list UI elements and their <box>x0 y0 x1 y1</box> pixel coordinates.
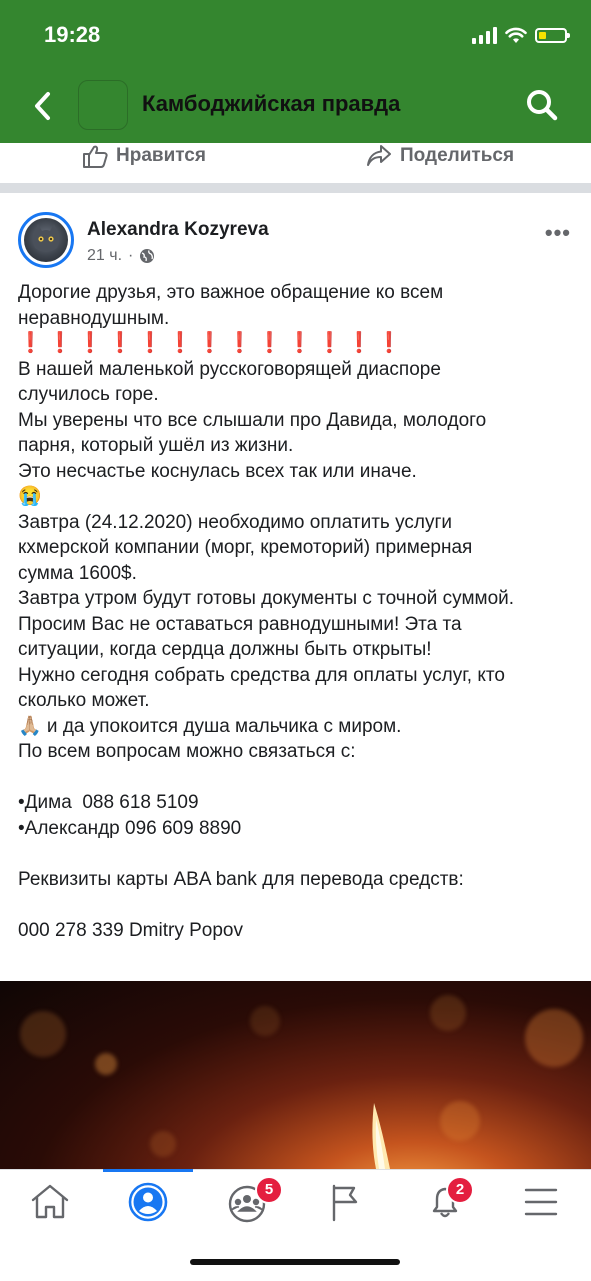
tab-home[interactable] <box>20 1180 80 1224</box>
meta-separator: · <box>128 247 134 264</box>
contact-line[interactable]: •Дима 088 618 5109 <box>18 792 199 813</box>
post-options-button[interactable]: ••• <box>544 220 571 245</box>
share-button[interactable] <box>366 143 514 169</box>
candle-flame-icon <box>360 1099 400 1169</box>
post-time[interactable]: 21 ч. <box>87 247 123 264</box>
tab-profile[interactable] <box>118 1180 178 1224</box>
post-paragraph: 🙏🏼 и да упокоится душа мальчика с миром. <box>18 715 402 737</box>
post-paragraph: Дорогие друзья, это важное обращение ко всем неравнодушным. <box>18 282 444 329</box>
status-time: 19:28 <box>44 22 101 47</box>
post-body <box>18 280 578 943</box>
cellular-signal-icon <box>472 26 497 44</box>
wifi-icon <box>505 27 527 44</box>
tab-pages[interactable] <box>316 1180 376 1224</box>
status-icons <box>472 24 567 46</box>
app-header <box>0 0 591 143</box>
active-tab-indicator <box>103 1169 193 1172</box>
home-indicator[interactable] <box>190 1259 400 1265</box>
tab-groups[interactable] <box>217 1180 277 1224</box>
crying-emoji: 😭 <box>18 486 42 507</box>
post-paragraph: По всем вопросам можно связаться с: <box>18 741 356 762</box>
post-paragraph: Мы уверены что все слышали про Давида, молодого парня, который ушёл из жизни. <box>18 409 487 456</box>
group-avatar[interactable] <box>78 80 128 130</box>
feed-separator <box>0 183 591 193</box>
like-label: Нравится <box>116 145 206 166</box>
post-paragraph: Это несчастье коснулась всех так или иначе. <box>18 460 417 482</box>
post-paragraph: В нашей маленькой русскоговорящей диаспоре случилось горе. <box>18 358 441 405</box>
post-author-name[interactable]: Alexandra Kozyreva <box>87 219 269 240</box>
post-photo[interactable] <box>0 981 591 1169</box>
blank-line <box>18 765 578 791</box>
search-icon[interactable] <box>525 88 559 122</box>
post-meta <box>87 247 155 265</box>
post-paragraph: Завтра (24.12.2020) необходимо оплатить услуги кхмерской компании (морг, кремоторий) примерная сумма 1600$. <box>18 511 473 584</box>
account-line: 000 278 339 Dmitry Popov <box>18 919 243 941</box>
blank-line <box>18 841 578 867</box>
cat-photo-icon <box>24 218 68 262</box>
notifications-badge: 2 <box>446 1176 474 1204</box>
exclamation-emoji-row: ❗❗❗❗❗❗❗❗❗❗❗❗❗ <box>18 332 407 354</box>
tab-menu[interactable] <box>511 1180 571 1224</box>
flag-icon <box>316 1180 376 1224</box>
blank-line <box>18 892 578 918</box>
battery-icon <box>535 28 567 43</box>
globe-icon <box>139 248 155 264</box>
page-title[interactable]: Камбоджийская правда <box>142 91 401 116</box>
tab-notifications[interactable] <box>415 1180 475 1224</box>
thumbs-up-icon <box>82 144 108 168</box>
post-actions-row <box>0 143 591 183</box>
home-icon <box>20 1180 80 1224</box>
back-button[interactable] <box>28 88 58 124</box>
groups-badge: 5 <box>255 1176 283 1204</box>
share-label: Поделиться <box>400 145 515 166</box>
author-avatar[interactable] <box>18 212 74 268</box>
like-button[interactable] <box>82 143 206 169</box>
menu-icon <box>511 1180 571 1224</box>
profile-icon <box>118 1180 178 1224</box>
contact-line[interactable]: •Александр 096 609 8890 <box>18 817 242 839</box>
post-paragraph: Просим Вас не оставаться равнодушными! Эта та ситуации, когда сердца должны быть открыты! <box>18 613 462 660</box>
share-arrow-icon <box>366 144 392 168</box>
post-paragraph: Нужно сегодня собрать средства для оплаты услуг, кто сколько может. <box>18 664 505 711</box>
post-paragraph: Реквизиты карты ABA bank для перевода средств: <box>18 868 464 890</box>
post-paragraph: Завтра утром будут готовы документы с точной суммой. <box>18 588 515 609</box>
